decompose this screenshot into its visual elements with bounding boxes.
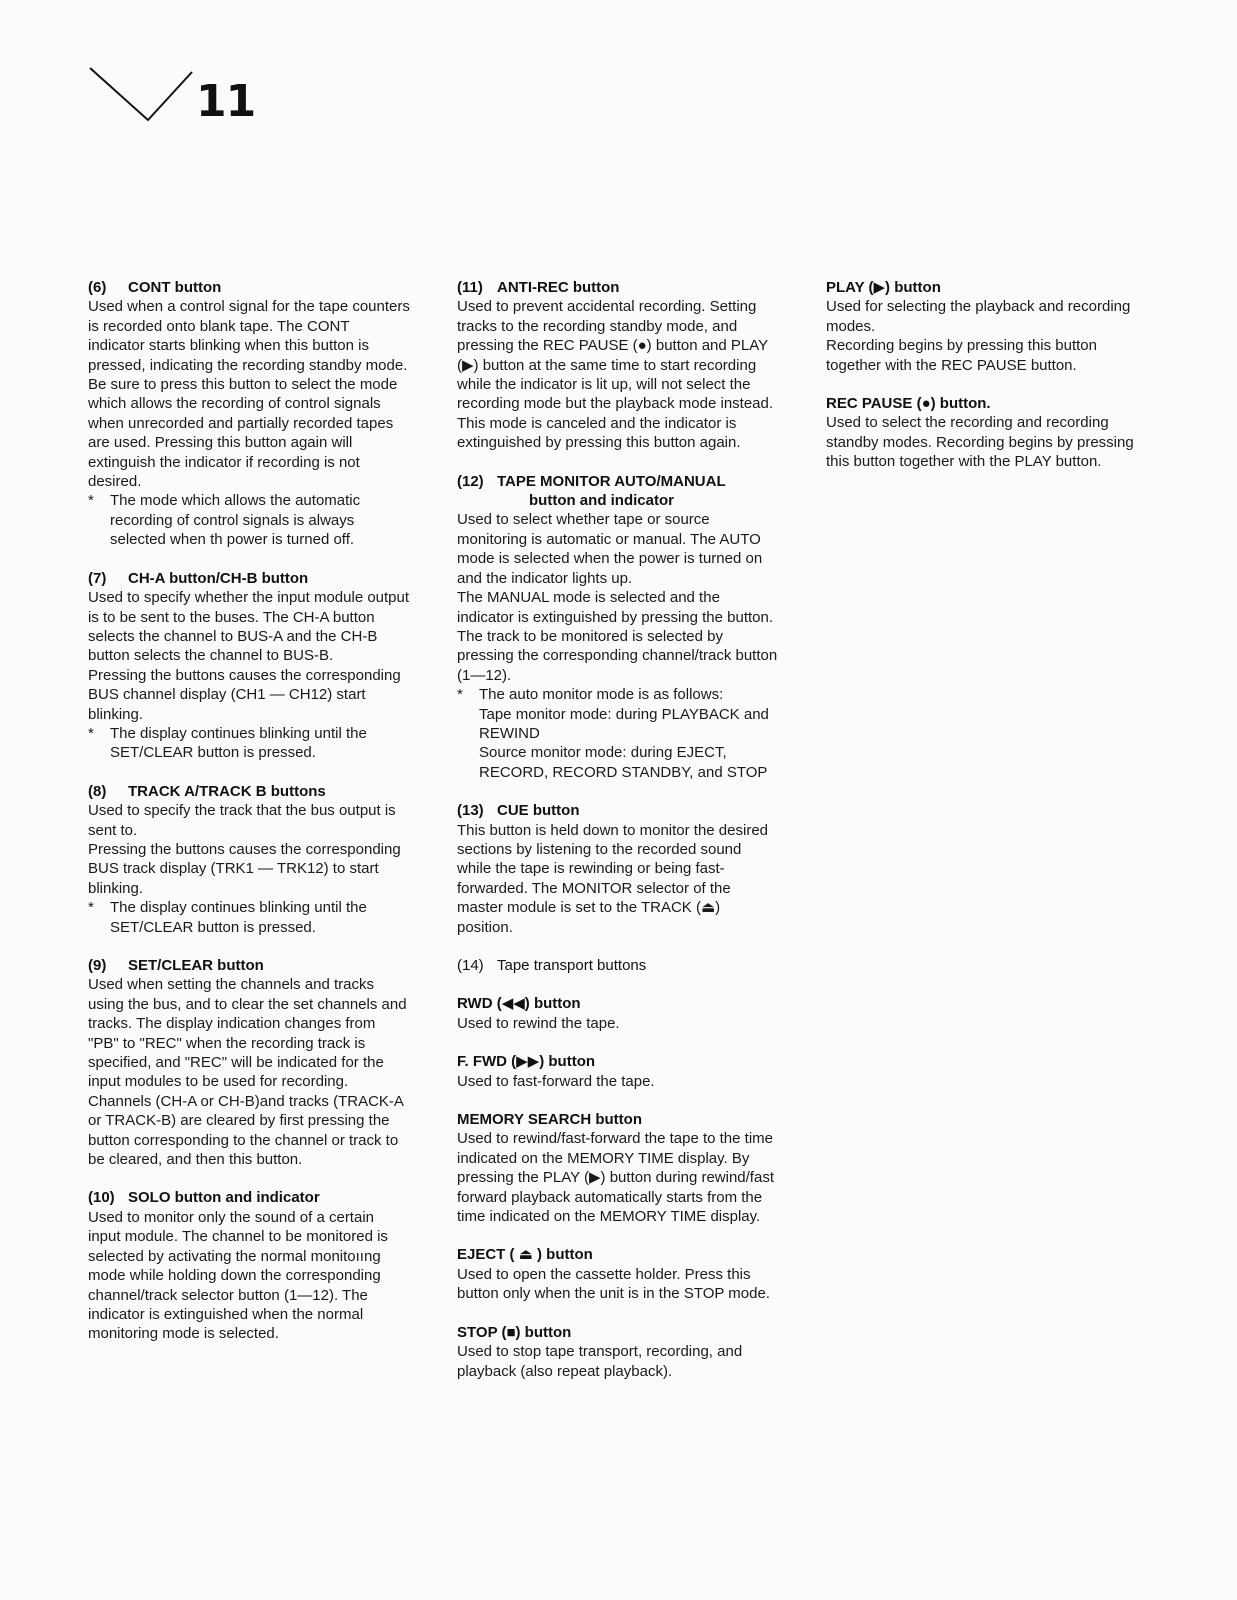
- section-heading: [457, 1245, 779, 1264]
- section-title: TRACK A/TRACK B buttons: [128, 782, 326, 800]
- section-title: SET/CLEAR button: [128, 957, 264, 974]
- paragraph: Used to specify whether the input module output is to be sent to the buses. The CH-A button selects the channel to BUS-A and the CH-B button selects the channel to BUS-B.: [88, 589, 410, 665]
- section-heading: [88, 782, 410, 801]
- note: [457, 743, 779, 782]
- note: [457, 705, 779, 744]
- paragraph: Used to rewind/fast-forward the tape to the time indicated on the MEMORY TIME display. By pressing the PLAY (▶) button during rewind/fast forward playback automatically starts from the time indicated on the MEMORY TIME display.: [457, 1130, 774, 1226]
- paragraph: Used to rewind the tape.: [457, 1014, 620, 1032]
- paragraph: Used when a control signal for the tape counters is recorded onto blank tape. The CONT indicator starts blinking when this button is pressed, indicating the recording standby mode.: [88, 298, 410, 374]
- section: [457, 994, 779, 1033]
- section-title: F. FWD (▶▶) button: [457, 1053, 596, 1071]
- paragraph: The MANUAL mode is selected and the indicator is extinguished by pressing the button. The track to be monitored is selected by pressing the corresponding channel/track button (1—12).: [457, 589, 778, 684]
- note: [88, 724, 410, 763]
- section-title: REC PAUSE (●) button.: [826, 395, 991, 413]
- section: [457, 1245, 779, 1303]
- section: [88, 278, 410, 550]
- section: [457, 801, 779, 937]
- section-number: (9): [88, 957, 107, 974]
- section-heading: [88, 1188, 410, 1207]
- section-number: (14): [457, 957, 484, 974]
- section-title: STOP (■) button: [457, 1323, 572, 1341]
- section-number: (13): [457, 802, 484, 820]
- paragraph: Pressing the buttons causes the corresponding BUS track display (TRK1 — TRK12) to start blinking.: [88, 840, 401, 897]
- section: [88, 956, 410, 1169]
- section-heading: [457, 1052, 779, 1071]
- section: [826, 394, 1150, 472]
- section-title: TAPE MONITOR AUTO/MANUAL: [497, 472, 726, 490]
- section-number: (11): [457, 279, 483, 296]
- section: [826, 278, 1150, 375]
- section: [457, 956, 779, 975]
- section-heading: [457, 994, 779, 1013]
- section-heading: [457, 956, 779, 975]
- paragraph: Used to stop tape transport, recording, and playback (also repeat playback).: [457, 1343, 743, 1380]
- paragraph: Used for selecting the playback and recording modes.: [826, 298, 1131, 335]
- bullet-icon: *: [88, 492, 94, 510]
- section: [88, 782, 410, 937]
- section-title: CONT button: [128, 279, 222, 296]
- section: [457, 1110, 779, 1226]
- note: [88, 491, 410, 549]
- paragraph: Recording begins by pressing this button together with the REC PAUSE button.: [826, 337, 1097, 374]
- section: [88, 569, 410, 763]
- paragraph: Used to specify the track that the bus output is sent to.: [88, 802, 396, 839]
- note-text: The auto monitor mode is as follows:: [479, 686, 724, 704]
- paragraph: Used to prevent accidental recording. Setting tracks to the recording standby mode, and pressing the REC PAUSE (●) button and PLAY (▶) button at the same time to start recording while the indicator is lit up, will not select the recording mode but the playback mode instead. This mode is canceled and the indicator is extinguished by pressing this button again.: [457, 298, 774, 452]
- section-title: CH-A button/CH-B button: [128, 569, 309, 587]
- column-3: [826, 278, 1150, 491]
- paragraph: Pressing the buttons causes the corresponding BUS channel display (CH1 — CH12) start blinking.: [88, 666, 401, 723]
- section-number: (8): [88, 782, 107, 800]
- page-number: 11: [196, 76, 256, 127]
- section-number: (12): [457, 472, 484, 490]
- section-heading: [457, 1323, 779, 1342]
- section: [88, 1188, 410, 1343]
- paragraph: Used to open the cassette holder. Press this button only when the unit is in the STOP mode.: [457, 1265, 770, 1303]
- section: [457, 1052, 779, 1091]
- column-1: [88, 278, 410, 1363]
- section: [457, 278, 779, 453]
- section: [457, 472, 779, 783]
- bullet-icon: *: [88, 724, 94, 742]
- section-number: (6): [88, 279, 107, 296]
- section-title: RWD (◀◀) button: [457, 995, 581, 1013]
- chapter-mark-icon: [88, 64, 198, 124]
- section: [457, 1323, 779, 1381]
- bullet-icon: *: [88, 899, 94, 917]
- bullet-icon: *: [457, 686, 463, 704]
- column-2: [457, 278, 779, 1400]
- note: [88, 898, 410, 937]
- section-heading: [457, 472, 779, 511]
- paragraph: Be sure to press this button to select the mode which allows the recording of control signals when unrecorded and partially recorded tapes are used. Pressing this button again will extinguish the indicator if recording is not desired.: [88, 376, 398, 491]
- section-title: Tape transport buttons: [497, 957, 647, 974]
- section-title: PLAY (▶) button: [826, 279, 941, 296]
- paragraph: Used to select whether tape or source monitoring is automatic or manual. The AUTO mode is selected when the power is turned on and the indicator lights up.: [457, 511, 763, 587]
- section-number: (10): [88, 1189, 115, 1207]
- section-title: SOLO button and indicator: [128, 1189, 320, 1207]
- page-header: [88, 64, 288, 134]
- section-title: EJECT ( ⏏ ) button: [457, 1246, 593, 1264]
- paragraph: Used to monitor only the sound of a certain input module. The channel to be monitored is selected by activating the normal monitoııng mode while holding down the corresponding channel/track selector button (1—12). The indicator is extinguished when the normal monitoring mode is selected.: [88, 1208, 388, 1343]
- section-heading: [457, 278, 779, 297]
- section-number: (7): [88, 569, 107, 587]
- section-heading: [826, 394, 1150, 413]
- section-heading: [88, 278, 410, 297]
- section-heading: [88, 569, 410, 588]
- note-text: Tape monitor mode: during PLAYBACK and REWIND: [479, 705, 769, 742]
- section-subtitle: button and indicator: [529, 492, 674, 510]
- note-text: Source monitor mode: during EJECT, RECORD, RECORD STANDBY, and STOP: [479, 744, 768, 781]
- section-heading: [457, 1110, 779, 1129]
- section-title: MEMORY SEARCH button: [457, 1111, 642, 1129]
- section-heading: [88, 956, 410, 975]
- note: [457, 685, 779, 704]
- note-text: The mode which allows the automatic recording of control signals is always selected when th power is turned off.: [110, 492, 361, 549]
- section-title: CUE button: [497, 802, 580, 820]
- section-heading: [457, 801, 779, 820]
- note-text: The display continues blinking until the SET/CLEAR button is pressed.: [110, 724, 367, 762]
- paragraph: Used to select the recording and recording standby modes. Recording begins by pressing this button together with the PLAY button.: [826, 414, 1134, 471]
- paragraph: Channels (CH-A or CH-B)and tracks (TRACK-A or TRACK-B) are cleared by first pressing the button corresponding to the channel or track to be cleared, and then this button.: [88, 1092, 404, 1169]
- paragraph: Used to fast-forward the tape.: [457, 1072, 655, 1090]
- section-heading: [826, 278, 1150, 297]
- paragraph: Used when setting the channels and tracks using the bus, and to clear the set channels and tracks. The display indication changes from "PB" to "REC" when the recording track is specified, and "REC" will be indicated for the input modules to be used for recording.: [88, 976, 407, 1091]
- paragraph: This button is held down to monitor the desired sections by listening to the recorded sound while the tape is rewinding or being fast-forwarded. The MONITOR selector of the master module is set to the TRACK (⏏) position.: [457, 821, 769, 936]
- section-title: ANTI-REC button: [497, 279, 620, 296]
- note-text: The display continues blinking until the SET/CLEAR button is pressed.: [110, 899, 367, 936]
